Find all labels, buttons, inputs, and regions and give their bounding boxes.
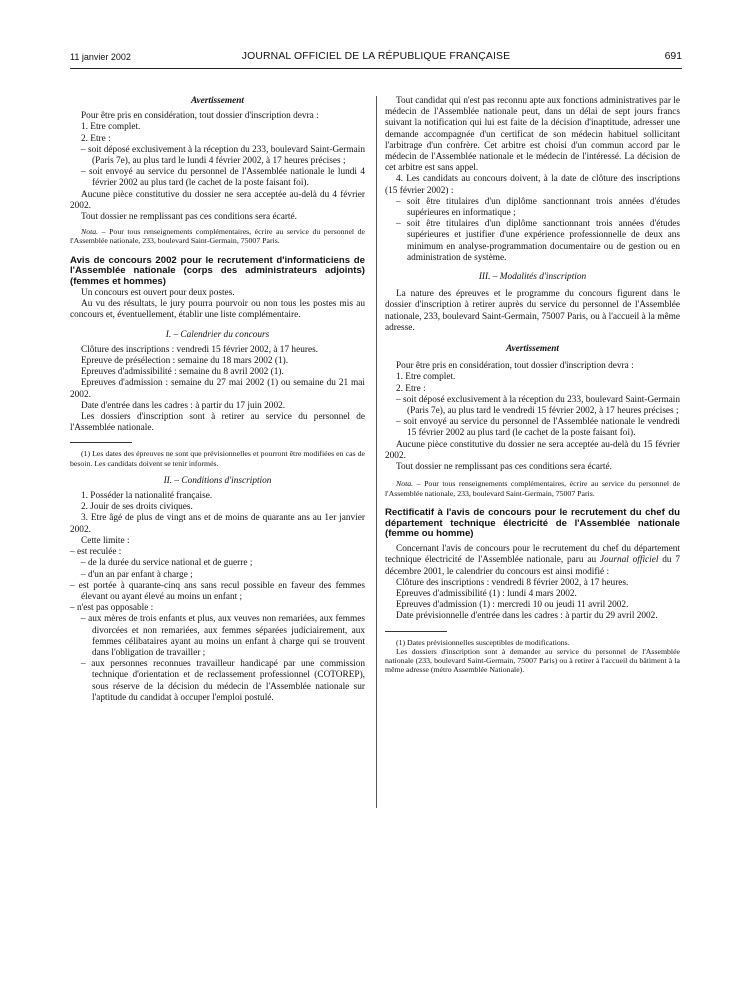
avertissement-title: Avertissement — [505, 344, 560, 355]
paragraph: Au vu des résultats, le jury pourra pourvoir ou non tous les postes mis au concours et, éventuellement, établir une liste complémentaire. — [70, 299, 365, 321]
list-item: 1. Etre complet. — [81, 122, 141, 133]
column-divider — [376, 96, 377, 808]
list-item: – de la durée du service national et de guerre ; — [81, 558, 253, 569]
paragraph: Pour être pris en considération, tout dossier d'inscription devra : — [81, 111, 319, 122]
page-number: 691 — [664, 51, 682, 62]
paragraph: Tout dossier ne remplissant pas ces conditions sera écarté. — [81, 212, 297, 223]
right-column — [385, 96, 680, 674]
list-item: 2. Jouir de ses droits civiques. — [81, 502, 193, 513]
list-item: – est portée à quarante-cinq ans sans recul possible en faveur des femmes élevant ou ayant élevé au moins un enfant ; — [70, 580, 365, 602]
header-rule — [70, 68, 682, 69]
nota-text: – Pour tous renseignements complémentaires, écrire au service du personnel de l'Assemblée nationale, 233, boulevard Saint-Germain, 75007 Paris. — [70, 227, 365, 246]
list-item: 2. Etre : — [396, 383, 426, 394]
list-item: – soit envoyé au service du personnel de l'Assemblée nationale le lundi 4 février 2002 au plus tard (le cachet de la poste faisant foi). — [81, 167, 365, 189]
paragraph: Epreuves d'admissibilité (1) : lundi 4 mars 2002. — [396, 588, 577, 599]
nota — [385, 479, 680, 497]
text-run: Concernant l'avis de concours pour le recrutement du chef du département technique électricité de l'Assemblée nationale, paru au — [385, 544, 680, 566]
paragraph: Epreuve de présélection : semaine du 18 mars 2002 (1). — [81, 356, 289, 367]
left-column — [70, 96, 365, 704]
paragraph: Cette limite : — [81, 535, 130, 546]
footnote-rule — [385, 631, 447, 632]
list-item: 3. Etre âgé de plus de vingt ans et de moins de quarante ans au 1er janvier 2002. — [70, 513, 365, 535]
footnote-rule — [70, 442, 132, 443]
paragraph: Epreuves d'admission : semaine du 27 mai 2002 (1) ou semaine du 21 mai 2002. — [70, 378, 365, 400]
list-item: – est reculée : — [70, 547, 122, 558]
paragraph: Pour être pris en considération, tout dossier d'inscription devra : — [396, 361, 634, 372]
list-item: 4. Les candidats au concours doivent, à la date de clôture des inscriptions (15 février 2002) : — [385, 174, 680, 196]
paragraph: Date d'entrée dans les cadres : à partir du 17 juin 2002. — [81, 400, 286, 411]
list-item: 1. Posséder la nationalité française. — [81, 491, 213, 502]
list-item: – soit déposé exclusivement à la réception du 233, boulevard Saint-Germain (Paris 7e), au plus tard le lundi 4 février 2002, à 17 heures précises ; — [81, 144, 365, 167]
avis-title: Avis de concours 2002 pour le recrutement d'informaticiens de l'Assemblée nationale (corps des administrateurs adjoints) (femmes et hommes) — [70, 254, 365, 288]
nota-text: – Pour tous renseignements complémentaires, écrire au service du personnel de l'Assemblée nationale, 233, boulevard Saint-Germain, 75007 Paris. — [385, 479, 680, 498]
list-item: 1. Etre complet. — [396, 372, 456, 383]
list-item: 2. Etre : — [81, 133, 111, 144]
text-run: du 7 décembre 2001, le calendrier du concours est ainsi modifié : — [385, 555, 680, 577]
nota — [70, 227, 365, 245]
nota-label: Nota. — [396, 479, 414, 489]
paragraph: Aucune pièce constitutive du dossier ne sera acceptée au-delà du 4 février 2002. — [70, 189, 365, 211]
list-item: – soit être titulaires d'un diplôme sanctionnant trois années d'études supérieures et justifier d'une expérience professionnelle de deux ans minimum en analyse-programmation documentaire ou de gestion ou en administration de système. — [396, 219, 680, 263]
list-item: – soit être titulaires d'un diplôme sanctionnant trois années d'études supérieures en informatique ; — [396, 196, 680, 219]
paragraph: Tout candidat qui n'est pas reconnu apte aux fonctions administratives par le médecin de l'Assemblée nationale peut, dans un délai de sept jours francs suivant la notification qui lui est faite de la décision d'inaptitude, adresser une demande accompagnée d'un certificat de son médecin habituel sollicitant l'arbitrage d'un confrère. Cet arbitre est choisi d'un commun accord par le médecin de l'Assemblée nationale et le médecin de l'intéressé. La décision de cet arbitre est sans appel. — [385, 96, 680, 174]
paragraph — [385, 544, 680, 578]
paragraph: Clôture des inscriptions : vendredi 8 février 2002, à 17 heures. — [396, 577, 629, 588]
section-title: III. – Modalités d'inscription — [478, 272, 587, 283]
list-item: – aux mères de trois enfants et plus, aux veuves non remariées, aux femmes divorcées et non remariées, aux femmes séparées judiciairement, aux femmes célibataires ayant au moins un enfant à charge qui se trouvent dans l'obligation de travailler ; — [81, 614, 365, 658]
list-item: – soit envoyé au service du personnel de l'Assemblée nationale le vendredi 15 février 2002 au plus tard (le cachet de la poste faisant foi). — [396, 417, 680, 439]
list-item: – n'est pas opposable : — [70, 603, 154, 614]
section-title: I. – Calendrier du concours — [165, 329, 270, 340]
issue-date: 11 janvier 2002 — [70, 52, 131, 62]
list-item: – aux personnes reconnues travailleur handicapé par une commission technique d'orientation et de reclassement professionnel (COTOREP), sous réserve de la décision du médecin de l'Assemblée nationale sur l'aptitude du candidat à occuper l'emploi postulé. — [81, 659, 365, 703]
journal-officiel-ref: Journal officiel — [599, 555, 659, 566]
paragraph: Aucune pièce constitutive du dossier ne sera acceptée au-delà du 15 février 2002. — [385, 439, 680, 461]
paragraph: Date prévisionnelle d'entrée dans les cadres : à partir du 29 avril 2002. — [396, 611, 658, 622]
paragraph: Clôture des inscriptions : vendredi 15 février 2002, à 17 heures. — [81, 344, 319, 355]
footnote: Les dossiers d'inscription sont à demander au service du personnel de l'Assemblée nationale (233, boulevard Saint-Germain, 75007 Paris) ou à retirer à l'accueil du bâtiment à la même adresse (métro Assemblée Nationale). — [385, 646, 680, 675]
paragraph: Epreuves d'admissibilité : semaine du 8 avril 2002 (1). — [81, 367, 284, 378]
paragraph: La nature des épreuves et le programme du concours figurent dans le dossier d'inscription à retirer auprès du service du personnel de l'Assemblée nationale, 233, boulevard Saint-Germain, 75007 Paris, ou à l'accueil à la même adresse. — [385, 289, 680, 333]
section-title: II. – Conditions d'inscription — [163, 475, 272, 486]
footnote: (1) Dates prévisionnelles susceptibles de modifications. — [396, 637, 570, 647]
list-item: – soit déposé exclusivement à la réception du 233, boulevard Saint-Germain (Paris 7e), au plus tard le vendredi 15 février 2002, à 17 heures précises ; — [396, 394, 680, 417]
list-item: – d'un an par enfant à charge ; — [81, 569, 193, 580]
paragraph: Les dossiers d'inscription sont à retirer au service du personnel de l'Assemblée nationale. — [70, 412, 365, 434]
rectificatif-title: Rectificatif à l'avis de concours pour le recrutement du chef du département technique électricité de l'Assemblée nationale (femme ou homme) — [385, 506, 680, 540]
paragraph: Un concours est ouvert pour deux postes. — [81, 288, 235, 299]
paragraph: Epreuves d'admission (1) : mercredi 10 ou jeudi 11 avril 2002. — [396, 600, 629, 611]
avertissement-title: Avertissement — [190, 96, 245, 106]
page-header — [70, 50, 682, 66]
paragraph: Tout dossier ne remplissant pas ces conditions sera écarté. — [396, 462, 612, 473]
footnote: (1) Les dates des épreuves ne sont que prévisionnelles et pourront être modifiées en cas de besoin. Les candidats doivent se tenir informés. — [70, 449, 365, 468]
journal-title: JOURNAL OFFICIEL DE LA RÉPUBLIQUE FRANÇAISE — [241, 51, 511, 62]
nota-label: Nota. — [81, 227, 99, 237]
